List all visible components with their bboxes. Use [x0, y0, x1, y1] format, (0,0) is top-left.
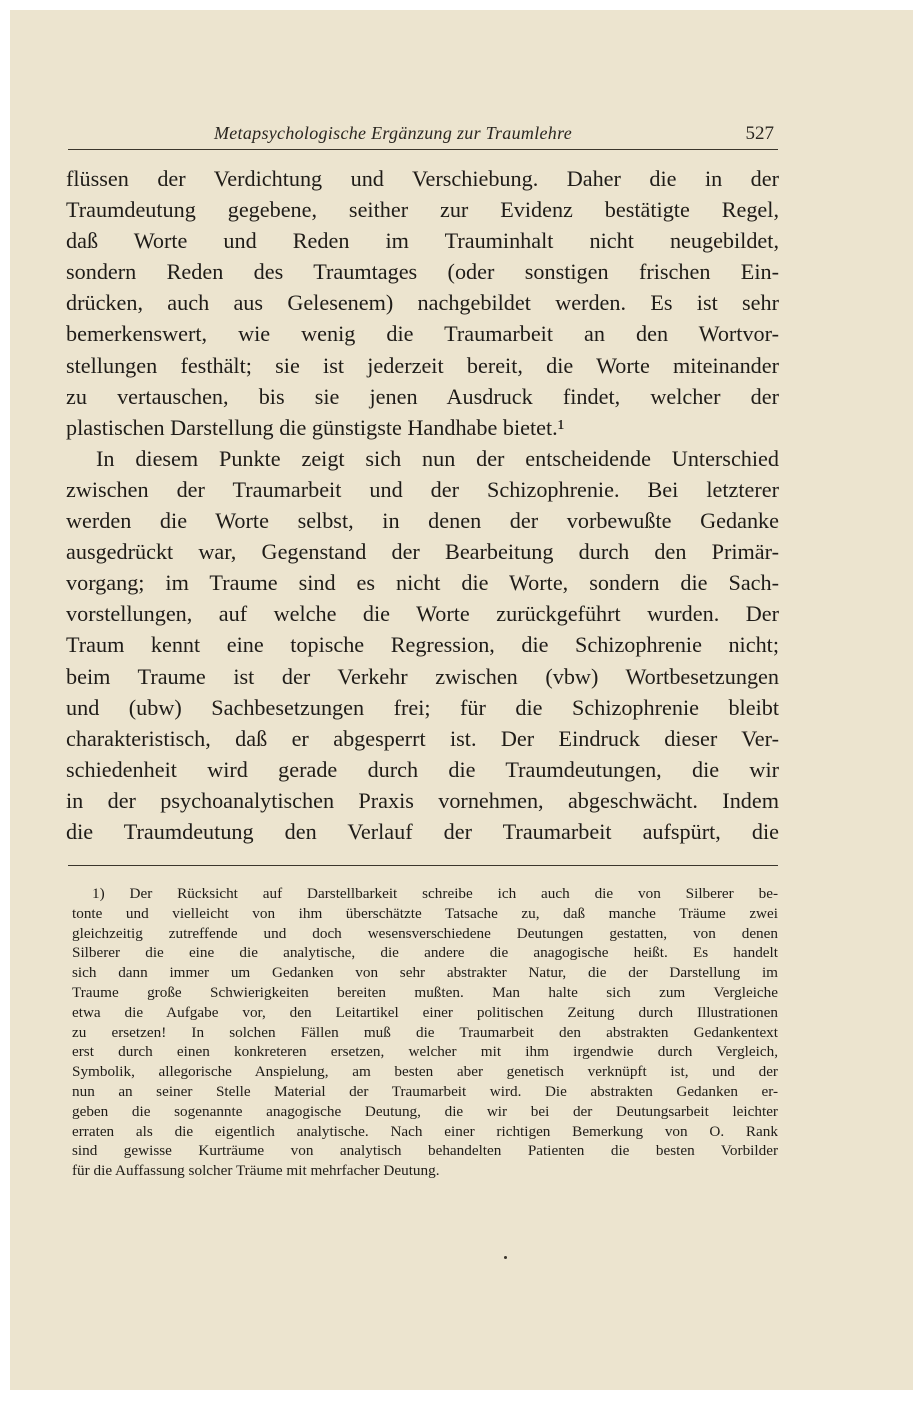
paper-speck — [504, 1256, 507, 1259]
text-line: bemerkenswert, wie wenig die Traumarbeit an den Wortvor- — [66, 321, 779, 347]
text-line: drücken, auch aus Gelesenem) nachgebildet werden. Es ist sehr — [66, 290, 779, 316]
page-number: 527 — [745, 123, 774, 144]
text-line: und (ubw) Sachbesetzungen frei; für die Schizophrenie bleibt — [66, 694, 779, 720]
text-line: Traumdeutung gegebene, seither zur Evidenz bestätigte Regel, — [66, 197, 779, 223]
footnote-line: für die Auffassung solcher Träume mit mehrfacher Deutung. — [72, 1162, 440, 1180]
text-line: vorstellungen, auf welche die Worte zurückgeführt wurden. Der — [66, 601, 779, 627]
text-line: schiedenheit wird gerade durch die Traumdeutungen, die wir — [66, 756, 779, 782]
running-header — [68, 119, 778, 150]
text-line: plastischen Darstellung die günstigste Handhabe bietet.¹ — [66, 414, 565, 440]
footnote-line: Symbolik, allegorische Anspielung, am besten aber genetisch verknüpft ist, und der — [72, 1063, 778, 1081]
footnote-divider — [68, 865, 778, 866]
footnote-line: zu ersetzen! In solchen Fällen muß die Traumarbeit den abstrakten Gedankentext — [72, 1023, 778, 1041]
text-line: stellungen festhält; sie ist jederzeit bereit, die Worte miteinander — [66, 352, 779, 378]
footnote-line: 1) Der Rücksicht auf Darstellbarkeit schreibe ich auch die von Silberer be- — [92, 885, 778, 902]
main-text — [66, 163, 779, 847]
text-line: die Traumdeutung den Verlauf der Traumarbeit aufspürt, die — [66, 818, 779, 844]
footnote-line: etwa die Aufgabe vor, den Leitartikel einer politischen Zeitung durch Illustrationen — [72, 1003, 778, 1021]
text-line: sondern Reden des Traumtages (oder sonstigen frischen Ein- — [66, 259, 779, 285]
text-line: In diesem Punkte zeigt sich nun der entscheidende Unterschied — [96, 445, 779, 471]
footnote-line: erst durch einen konkreteren ersetzen, welcher mit ihm irgendwie durch Vergleich, — [72, 1043, 778, 1061]
text-line: vorgang; im Traume sind es nicht die Worte, sondern die Sach- — [66, 570, 779, 596]
text-line: Traum kennt eine topische Regression, die Schizophrenie nicht; — [66, 632, 779, 658]
text-line: flüssen der Verdichtung und Verschiebung. Daher die in der — [66, 166, 779, 191]
footnote-line: Traume große Schwierigkeiten bereiten mußten. Man halte sich zum Vergleiche — [72, 983, 778, 1001]
footnote-line: nun an seiner Stelle Material der Traumarbeit wird. Die abstrakten Gedanken er- — [72, 1082, 778, 1100]
footnote-line: erraten als die eigentlich analytische. Nach einer richtigen Bemerkung von O. Rank — [72, 1122, 778, 1140]
running-title: Metapsychologische Ergänzung zur Traumlehre — [213, 123, 573, 143]
footnote-line: gleichzeitig zutreffende und doch wesensverschiedene Deutungen gestatten, von denen — [72, 924, 778, 942]
text-line: zu vertauschen, bis sie jenen Ausdruck findet, welcher der — [66, 383, 779, 409]
text-line: beim Traume ist der Verkehr zwischen (vbw) Wortbesetzungen — [66, 663, 779, 689]
text-line: daß Worte und Reden im Trauminhalt nicht neugebildet, — [66, 228, 779, 254]
text-line: werden die Worte selbst, in denen der vorbewußte Gedanke — [66, 508, 779, 534]
footnote-line: tonte und vielleicht von ihm überschätzte Tatsache zu, daß manche Träume zwei — [72, 904, 778, 922]
footnote — [72, 884, 778, 1181]
footnote-line: geben die sogenannte anagogische Deutung, die wir bei der Deutungsarbeit leichter — [72, 1102, 778, 1120]
footnote-line: sind gewisse Kurträume von analytisch behandelten Patienten die besten Vorbilder — [72, 1142, 778, 1160]
text-line: zwischen der Traumarbeit und der Schizophrenie. Bei letzterer — [66, 476, 779, 502]
text-line: charakteristisch, daß er abgesperrt ist. Der Eindruck dieser Ver- — [66, 725, 779, 751]
book-page — [10, 10, 913, 1390]
text-line: ausgedrückt war, Gegenstand der Bearbeitung durch den Primär- — [66, 539, 779, 565]
text-line: in der psychoanalytischen Praxis vornehmen, abgeschwächt. Indem — [66, 787, 779, 813]
footnote-line: Silberer die eine die analytische, die andere die anagogische heißt. Es handelt — [72, 944, 778, 962]
footnote-line: sich dann immer um Gedanken von sehr abstrakter Natur, die der Darstellung im — [72, 964, 778, 982]
